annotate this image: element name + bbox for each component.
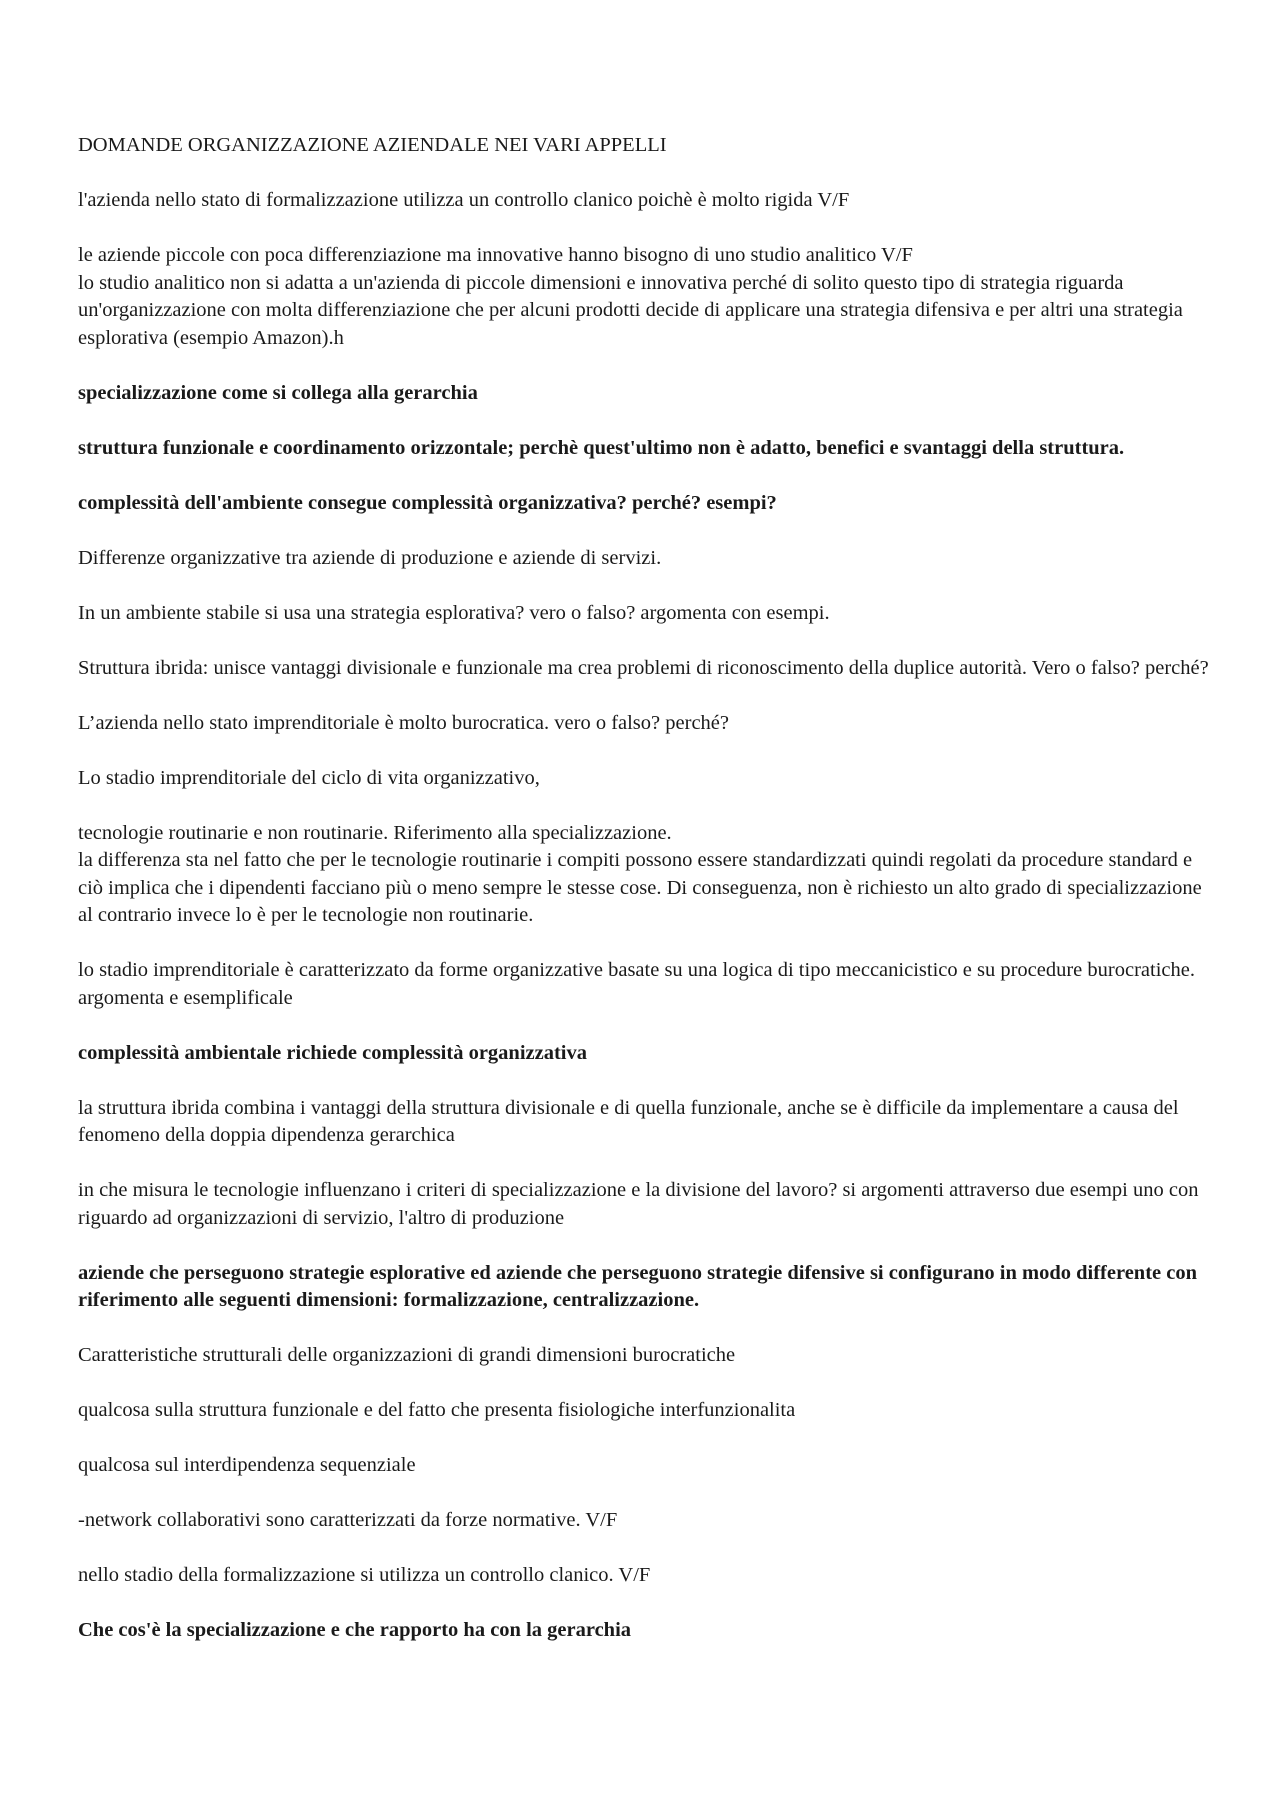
document-page <box>78 132 1218 1672</box>
question-text: lo studio analitico non si adatta a un'azienda di piccole dimensioni e innovativa perché di solito questo tipo di strategia riguarda un'organizzazione con molta differenziazione che per alcuni prodotti decide di applicare una strategia difensiva e per altri una strategia esplorativa (esempio Amazon).h <box>78 271 1183 349</box>
question-text: Struttura ibrida: unisce vantaggi divisionale e funzionale ma crea problemi di riconoscimento della duplice autorità. Vero o falso? perché? <box>78 656 1209 679</box>
question-text: -network collaborativi sono caratterizzati da forze normative. V/F <box>78 1509 618 1531</box>
question-text: L’azienda nello stato imprenditoriale è molto burocratica. vero o falso? perché? <box>78 711 729 734</box>
question-text: qualcosa sulla struttura funzionale e del fatto che presenta fisiologiche interfunzionalita <box>78 1399 796 1421</box>
question-text: In un ambiente stabile si usa una strategia esplorativa? vero o falso? argomenta con esempi. <box>78 601 830 624</box>
question-text: Caratteristiche strutturali delle organizzazioni di grandi dimensioni burocratiche <box>78 1344 736 1366</box>
question-heading: Che cos'è la specializzazione e che rapporto ha con la gerarchia <box>78 1619 632 1641</box>
question-heading: aziende che perseguono strategie esplorative ed aziende che perseguono strategie difensive si configurano in modo differente con riferimento alle seguenti dimensioni: formalizzazione, centralizzazione. <box>78 1261 1198 1311</box>
question-heading: complessità dell'ambiente consegue complessità organizzativa? perché? esempi? <box>78 491 777 514</box>
question-text: la differenza sta nel fatto che per le tecnologie routinarie i compiti possono essere standardizzati quindi regolati da procedure standard e ciò implica che i dipendenti facciano più o meno sempre le stesse cose. Di conseguenza, non è richiesto un alto grado di specializzazione al contrario invece lo è per le tecnologie non routinarie. <box>78 849 1202 926</box>
question-text: qualcosa sul interdipendenza sequenziale <box>78 1454 416 1476</box>
question-text: in che misura le tecnologie influenzano i criteri di specializzazione e la divisione del lavoro? si argomenti attraverso due esempi uno con riguardo ad organizzazioni di servizio, l'altro di produzione <box>78 1179 1199 1229</box>
question-text: lo stadio imprenditoriale è caratterizzato da forme organizzative basate su una logica di tipo meccanicistico e su procedure burocratiche. argomenta e esemplificale <box>78 959 1195 1009</box>
question-heading: struttura funzionale e coordinamento orizzontale; perchè quest'ultimo non è adatto, benefici e svantaggi della struttura. <box>78 436 1125 459</box>
question-text: le aziende piccole con poca differenziazione ma innovative hanno bisogno di uno studio analitico V/F <box>78 244 913 266</box>
question-text: tecnologie routinarie e non routinarie. Riferimento alla specializzazione. <box>78 821 672 844</box>
question-heading: specializzazione come si collega alla gerarchia <box>78 381 478 404</box>
question-text: Differenze organizzative tra aziende di produzione e aziende di servizi. <box>78 546 662 569</box>
question-text: nello stadio della formalizzazione si utilizza un controllo clanico. V/F <box>78 1564 651 1586</box>
question-text: la struttura ibrida combina i vantaggi della struttura divisionale e di quella funzionale, anche se è difficile da implementare a causa del fenomeno della doppia dipendenza gerarchica <box>78 1096 1179 1146</box>
question-text: l'azienda nello stato di formalizzazione utilizza un controllo clanico poichè è molto rigida V/F <box>78 189 850 211</box>
question-heading: complessità ambientale richiede complessità organizzativa <box>78 1041 587 1064</box>
question-list <box>78 187 1218 1645</box>
question-text: Lo stadio imprenditoriale del ciclo di vita organizzativo, <box>78 766 540 789</box>
document-title: DOMANDE ORGANIZZAZIONE AZIENDALE NEI VARI APPELLI <box>78 134 667 156</box>
